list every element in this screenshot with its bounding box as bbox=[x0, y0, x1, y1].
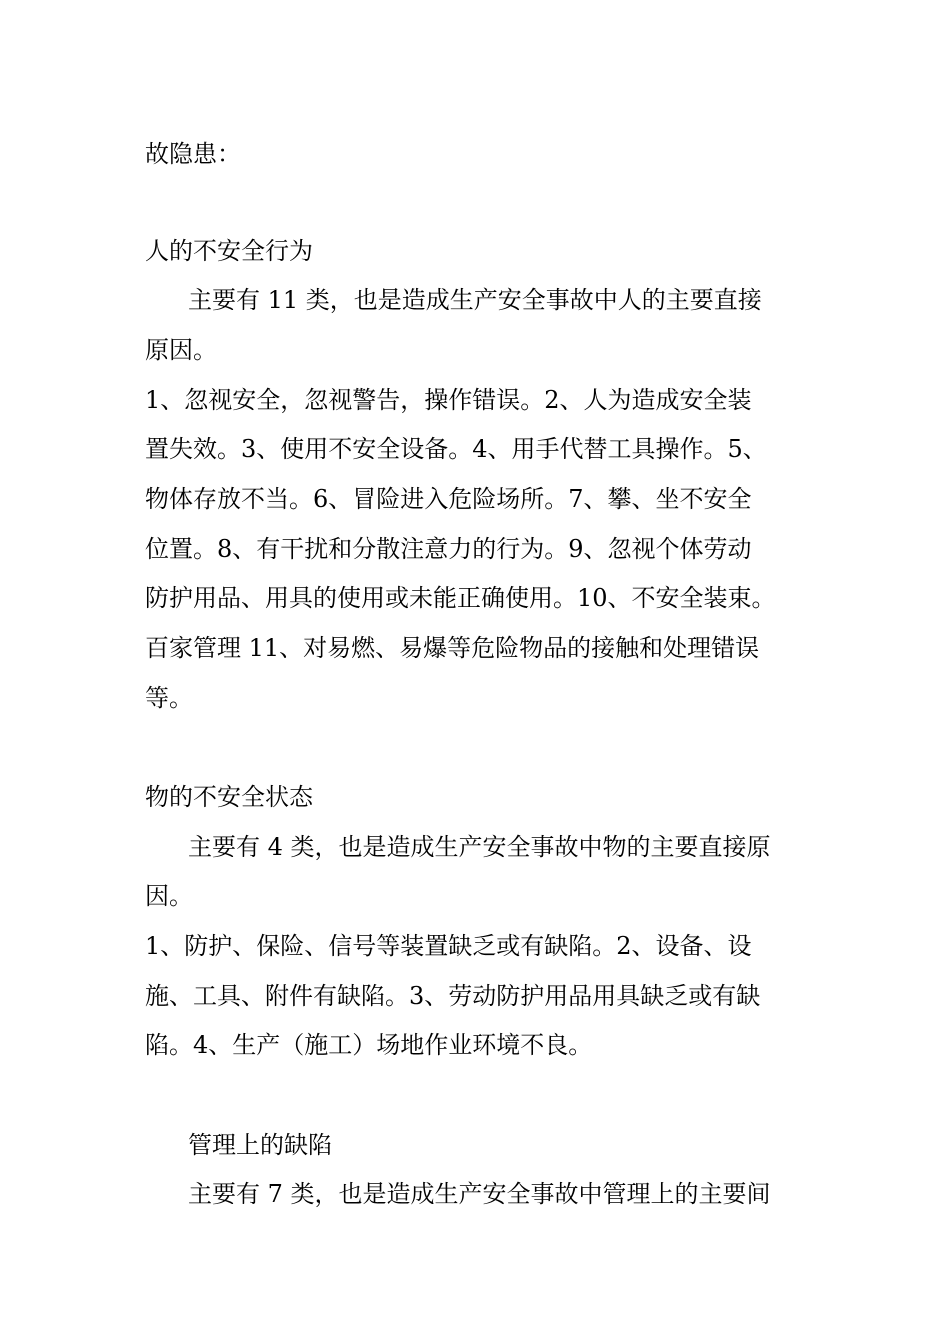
section3-summary-line: 主要有 7 类，也是造成生产安全事故中管理上的主要间 bbox=[188, 1180, 771, 1208]
intro-text: 故隐患： bbox=[145, 140, 241, 168]
section-heading-management-defects: 管理上的缺陷 bbox=[188, 1131, 332, 1159]
section-heading-object-unsafe-state: 物的不安全状态 bbox=[145, 783, 313, 811]
section1-detail-line: 1、忽视安全，忽视警告，操作错误。2、人为造成安全装 bbox=[145, 386, 752, 414]
section1-detail-line: 防护用品、用具的使用或未能正确使用。10、不安全装束。 bbox=[145, 584, 776, 612]
section1-detail-line: 物体存放不当。6、冒险进入危险场所。7、攀、坐不安全 bbox=[145, 485, 752, 513]
section2-detail-line: 施、工具、附件有缺陷。3、劳动防护用品用具缺乏或有缺 bbox=[145, 982, 761, 1010]
section1-summary-line: 原因。 bbox=[145, 336, 217, 364]
section2-detail-line: 1、防护、保险、信号等装置缺乏或有缺陷。2、设备、设 bbox=[145, 932, 752, 960]
section1-detail-line: 位置。8、有干扰和分散注意力的行为。9、忽视个体劳动 bbox=[145, 535, 752, 563]
section-heading-human-unsafe-behavior: 人的不安全行为 bbox=[145, 237, 313, 265]
section1-detail-line: 等。 bbox=[145, 684, 193, 712]
section2-summary-line: 因。 bbox=[145, 882, 193, 910]
section1-detail-line: 置失效。3、使用不安全设备。4、用手代替工具操作。5、 bbox=[145, 435, 767, 463]
section2-summary-line: 主要有 4 类，也是造成生产安全事故中物的主要直接原 bbox=[188, 833, 771, 861]
section2-detail-line: 陷。4、生产（施工）场地作业环境不良。 bbox=[145, 1031, 593, 1059]
section1-detail-line: 百家管理 11、对易燃、易爆等危险物品的接触和处理错误 bbox=[145, 634, 760, 662]
section1-summary-line: 主要有 11 类，也是造成生产安全事故中人的主要直接 bbox=[188, 286, 762, 314]
